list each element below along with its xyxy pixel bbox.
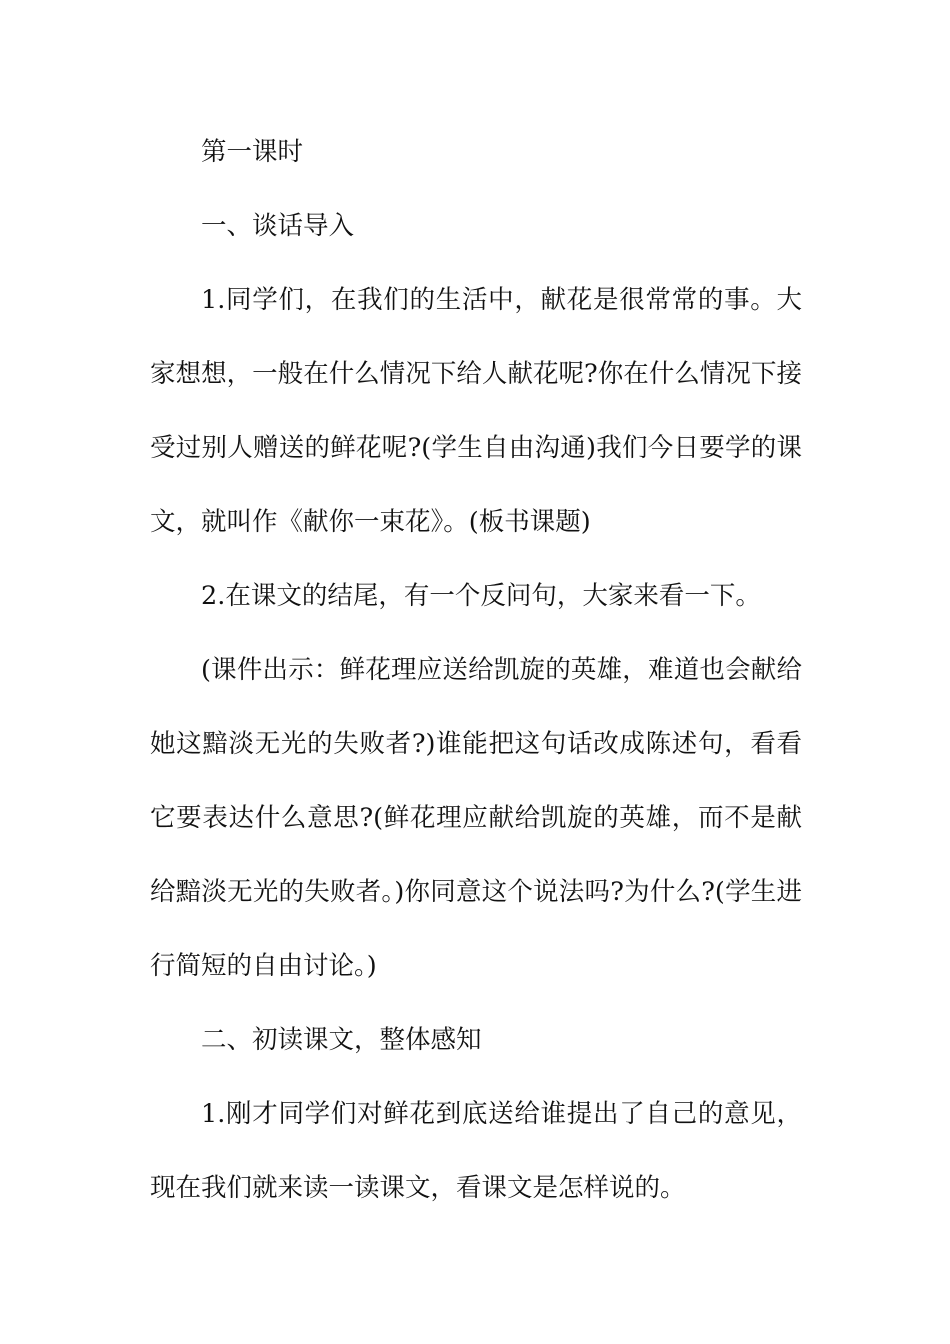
paragraph: (课件出示：鲜花理应送给凯旋的英雄，难道也会献给她这黯淡无光的失败者?)谁能把这句话改成陈述句，看看它要表达什么意思?(鲜花理应献给凯旋的英雄，而不是献给黯淡无光的失败者。)你同意这个说法吗?为什么?(学生进行简短的自由讨论。) [150,655,802,981]
section-heading-reading: 二、初读课文，整体感知 [201,1025,482,1055]
paragraph: 1.刚才同学们对鲜花到底送给谁提出了自己的意见，现在我们就来读一读课文，看课文是怎样说的。 [150,1099,802,1203]
paragraph: 2.在课文的结尾，有一个反问句，大家来看一下。 [201,581,761,611]
paragraph: 1.同学们，在我们的生活中，献花是很常常的事。大家想想，一般在什么情况下给人献花呢?你在什么情况下接受过别人赠送的鲜花呢?(学生自由沟通)我们今日要学的课文，就叫作《献你一束花》。(板书课题) [150,285,802,537]
section-heading-intro: 一、谈话导入 [201,211,355,241]
lesson-heading: 第一课时 [201,137,304,167]
document-body [150,115,802,1225]
